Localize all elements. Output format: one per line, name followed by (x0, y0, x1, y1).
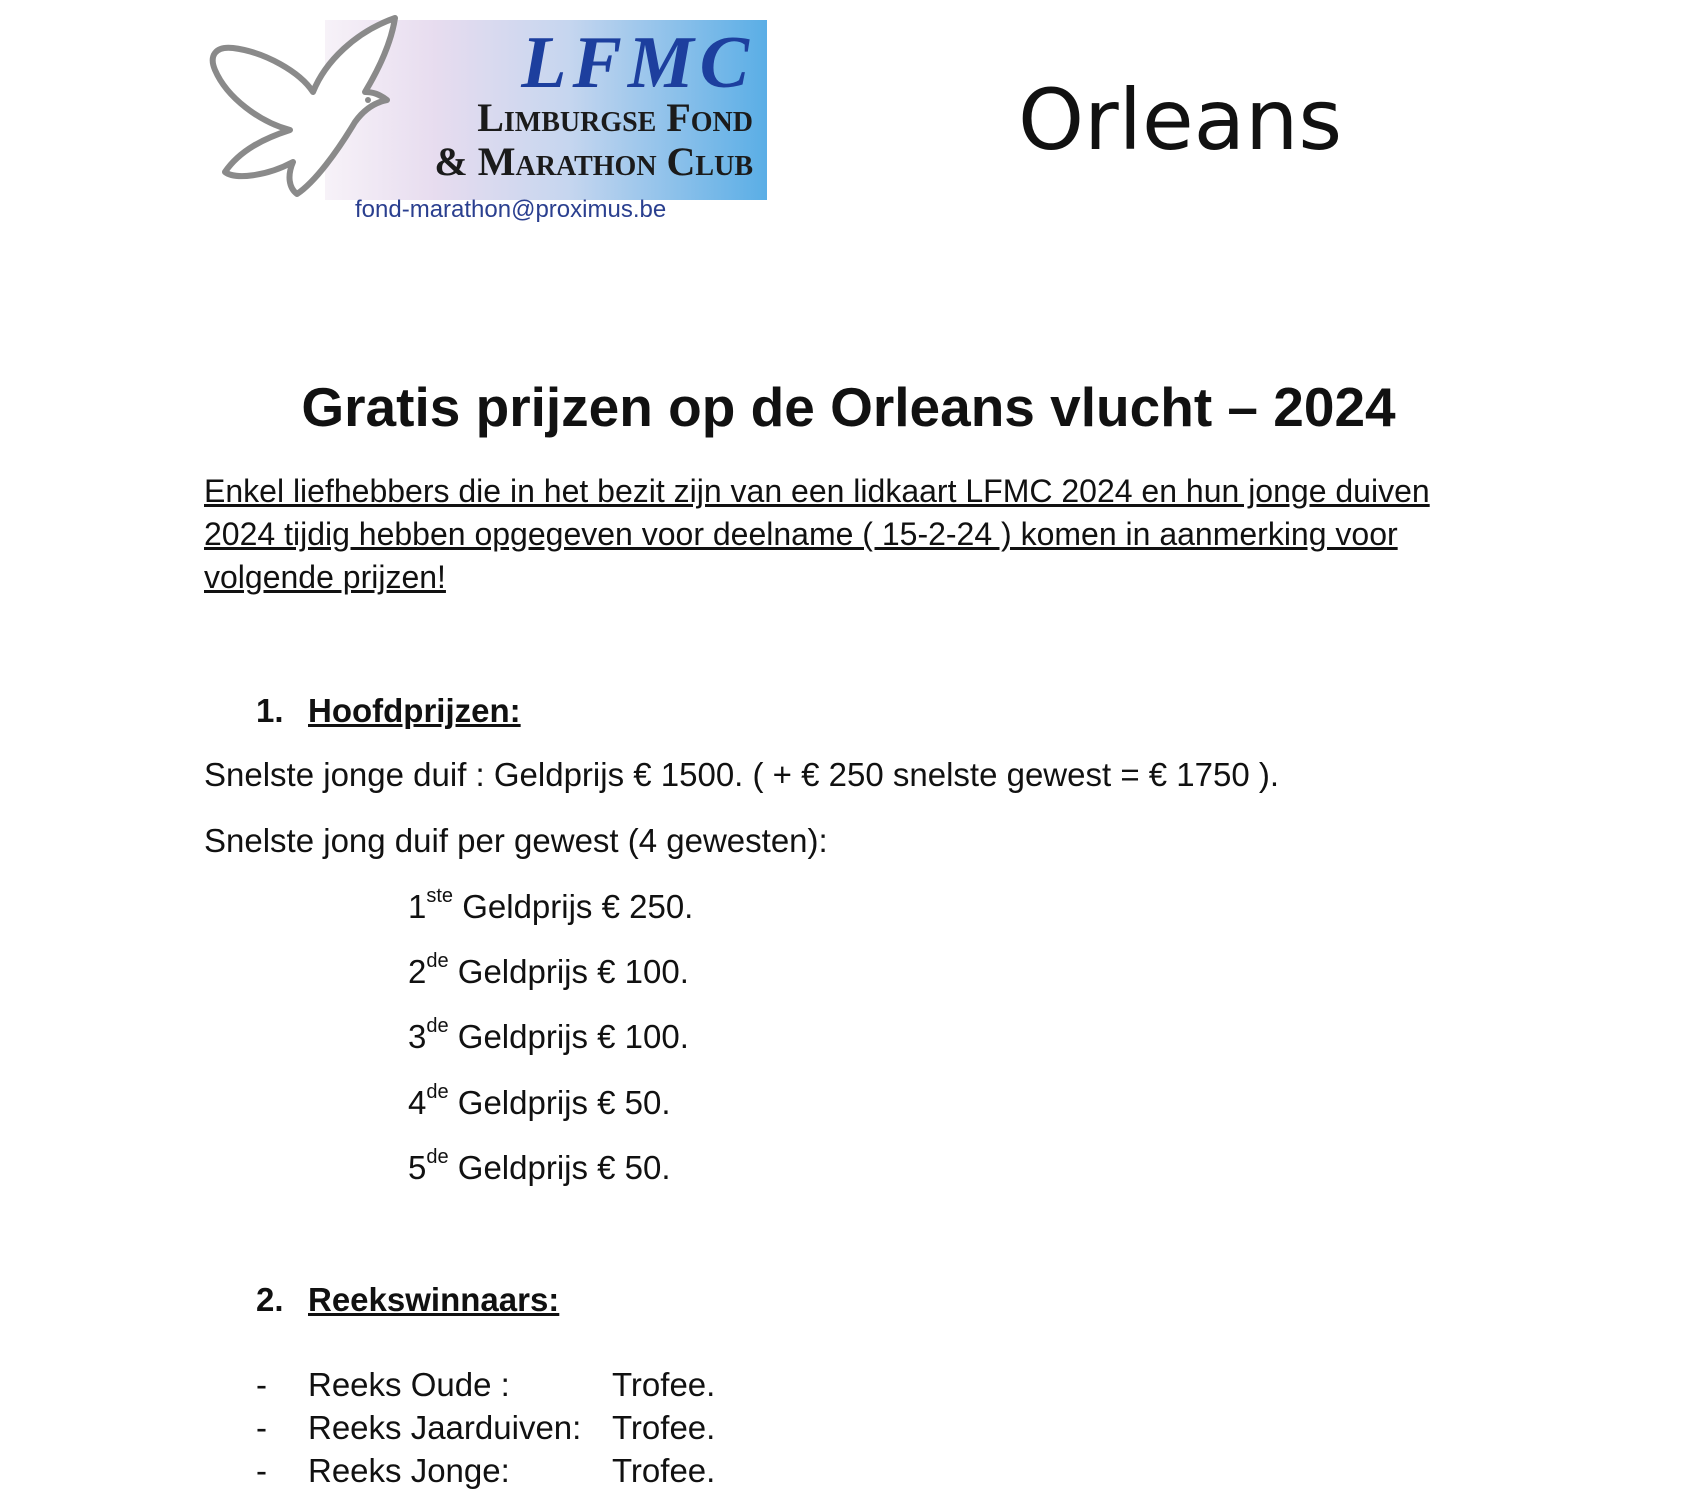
prize-suffix: de (426, 950, 449, 972)
section-label: Reekswinnaars: (308, 1281, 560, 1318)
prize-suffix: de (426, 1015, 449, 1037)
prize-rank: 2 (408, 953, 427, 990)
series-dash: - (256, 1409, 267, 1446)
logo-name-line1: Limburgse Fond (477, 95, 753, 140)
dove-icon (205, 12, 405, 202)
series-dash: - (256, 1452, 267, 1489)
club-logo (205, 12, 767, 242)
logo-acronym: LFMC (521, 22, 755, 104)
series-name: Reeks Jaarduiven: (308, 1409, 582, 1446)
prize-rank: 3 (408, 1018, 427, 1055)
prize-item (408, 1081, 671, 1121)
prize-text: Geldprijs € 250. (462, 888, 694, 925)
prize-text: Geldprijs € 50. (457, 1084, 671, 1121)
section-label: Hoofdprijzen: (308, 692, 521, 729)
logo-email[interactable]: fond-marathon@proximus.be (355, 196, 667, 223)
prize-rank: 4 (408, 1084, 427, 1121)
section-number: 1. (256, 692, 284, 729)
prize-text: Geldprijs € 50. (457, 1149, 671, 1186)
document-title: Gratis prijzen op de Orleans vlucht – 2024 (301, 376, 1396, 438)
section-number: 2. (256, 1281, 284, 1318)
series-prize: Trofee. (612, 1366, 716, 1403)
series-name: Reeks Jonge: (308, 1452, 510, 1489)
prize-rank: 1 (408, 888, 427, 925)
intro-paragraph: Enkel liefhebbers die in het bezit zijn van een lidkaart LFMC 2024 en hun jonge duiven 2024 tijdig hebben opgegeven voor deelname ( 15-2-24 ) komen in aanmerking voor volgende prijzen! (204, 473, 1430, 595)
prize-item (408, 1015, 689, 1055)
prize-suffix: de (426, 1081, 449, 1103)
prize-item (408, 885, 694, 925)
prize-item (408, 950, 689, 990)
series-dash: - (256, 1366, 267, 1403)
section-heading-hoofdprijzen (256, 694, 521, 727)
prize-suffix: ste (426, 885, 454, 907)
prize-text: Geldprijs € 100. (457, 1018, 689, 1055)
per-region-line: Snelste jong duif per gewest (4 gewesten): (204, 822, 828, 859)
section-heading-reekswinnaars (256, 1283, 559, 1316)
prize-rank: 5 (408, 1149, 427, 1186)
series-prize: Trofee. (612, 1409, 716, 1446)
header-title: Orleans (1018, 71, 1343, 169)
fastest-young-line: Snelste jonge duif : Geldprijs € 1500. ( + € 250 snelste gewest = € 1750 ). (204, 756, 1280, 793)
series-name: Reeks Oude : (308, 1366, 510, 1403)
prize-item (408, 1146, 671, 1186)
prize-suffix: de (426, 1146, 449, 1168)
logo-name-line2: & Marathon Club (434, 139, 753, 184)
series-prize: Trofee. (612, 1452, 716, 1489)
prize-text: Geldprijs € 100. (457, 953, 689, 990)
